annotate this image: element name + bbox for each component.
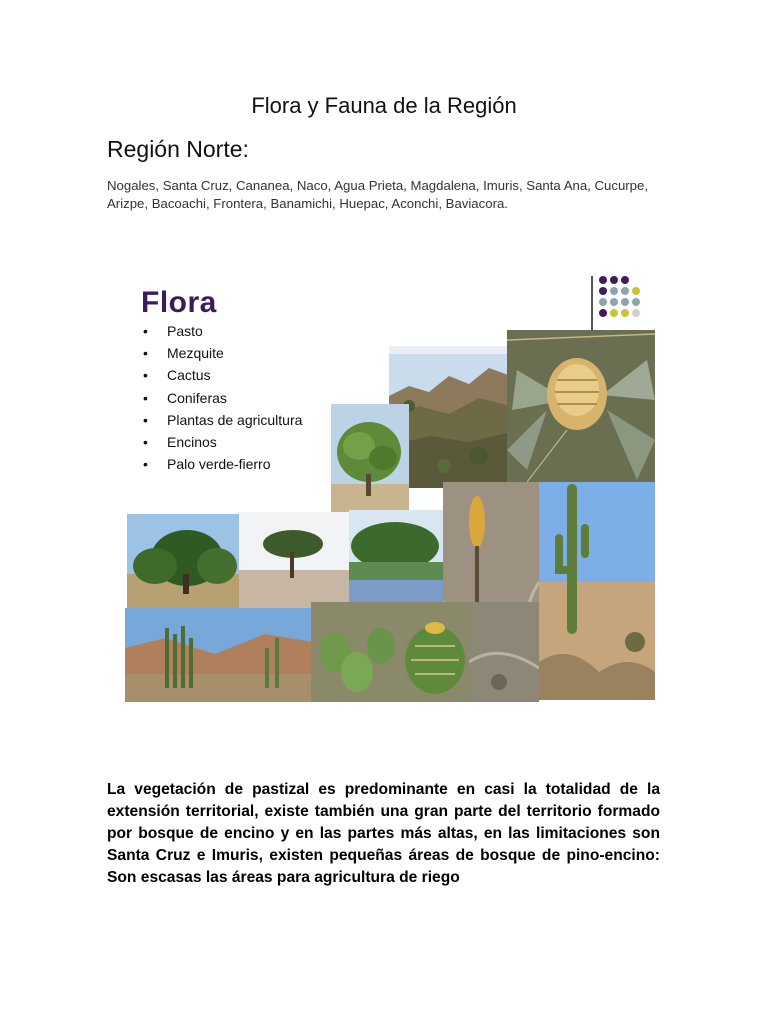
decorative-dot <box>632 298 640 306</box>
page-title: Flora y Fauna de la Región <box>251 93 517 118</box>
flora-item-agricultura: • Plantas de agricultura <box>143 409 302 431</box>
flora-item-coniferas: • Coniferas <box>143 387 302 409</box>
decorative-dot <box>599 298 607 306</box>
flora-item-mezquite: • Mezquite <box>143 342 302 364</box>
decorative-dot <box>610 276 618 284</box>
decorative-dot <box>621 287 629 295</box>
decorative-dot <box>621 276 629 284</box>
decorative-dot <box>599 287 607 295</box>
oak-grove-photo <box>127 514 239 610</box>
mesquite-tree-photo <box>331 404 409 514</box>
description-paragraph: La vegetación de pastizal es predominante en casi la totalidad de la extensión territorial, existe también una gran parte del territorio formado por bosque de encino y en las partes más altas, en las limitaciones son Santa Cruz e Imuris, existen pequeñas áreas de bosque de pino-encino: Son escasas las áreas para agricultura de riego <box>107 781 660 886</box>
decorative-dot <box>632 309 640 317</box>
lake-trees-photo <box>349 510 443 606</box>
lone-tree-photo <box>235 512 351 608</box>
decorative-dot <box>610 309 618 317</box>
organ-pipe-cactus-photo <box>125 608 313 702</box>
decorative-divider <box>591 276 593 334</box>
flora-item-palo-verde: • Palo verde-fierro <box>143 453 302 475</box>
flora-item-cactus: • Cactus <box>143 364 302 386</box>
barrel-cactus-photo <box>311 602 471 702</box>
flora-list <box>143 320 302 475</box>
decorative-dot <box>621 309 629 317</box>
flora-item-encinos: • Encinos <box>143 431 302 453</box>
saguaro-photo <box>539 482 655 700</box>
cities-list: Nogales, Santa Cruz, Cananea, Naco, Agua Prieta, Magdalena, Imuris, Santa Ana, Cucurpe, Arizpe, Bacoachi, Frontera, Banamichi, Huepac, Aconchi, Baviacora. <box>107 178 649 211</box>
decorative-dot <box>632 287 640 295</box>
decorative-dot <box>599 276 607 284</box>
cactus-flower-photo <box>507 330 655 482</box>
decorative-dot <box>610 298 618 306</box>
flora-figure <box>125 272 655 702</box>
flora-item-pasto: • Pasto <box>143 320 302 342</box>
flora-title: Flora <box>141 286 217 319</box>
desert-ground-photo <box>469 602 539 702</box>
decorative-dot <box>599 309 607 317</box>
region-heading: Región Norte: <box>107 136 249 162</box>
decorative-dot <box>621 298 629 306</box>
decorative-dot <box>610 287 618 295</box>
